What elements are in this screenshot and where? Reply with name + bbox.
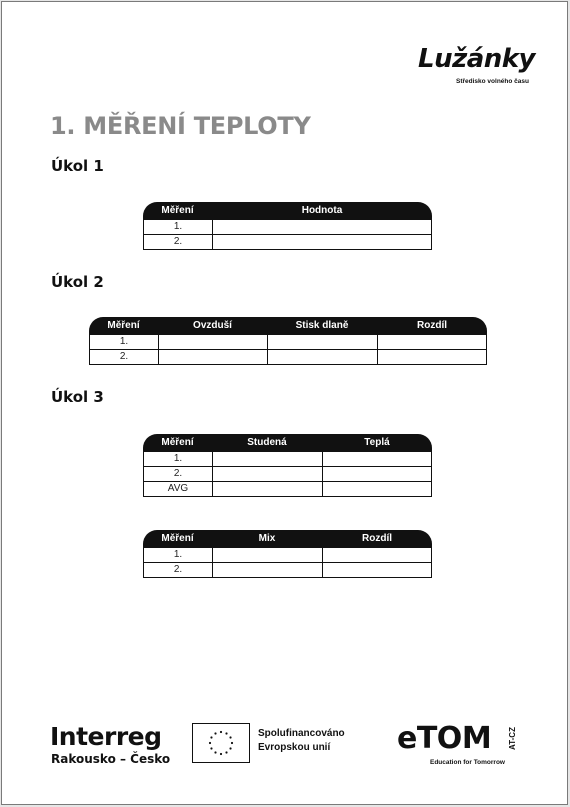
- page-title: 1. MĚŘENÍ TEPLOTY: [50, 112, 311, 140]
- table-cell[interactable]: [213, 220, 432, 235]
- table-cell[interactable]: [378, 335, 487, 350]
- table-row: [143, 452, 432, 467]
- table-cell: 1.: [144, 220, 213, 235]
- eu-star: [214, 751, 216, 753]
- column-header: Ovzduší: [193, 320, 232, 331]
- table-cell: 1.: [144, 548, 213, 563]
- table-row: [143, 467, 432, 482]
- column-header: Studená: [247, 437, 287, 448]
- etom-title: eTOM: [397, 721, 492, 756]
- table-cell: 2.: [144, 563, 213, 578]
- table-cell[interactable]: [323, 452, 432, 467]
- eu-star: [210, 736, 212, 738]
- eu-star: [225, 751, 227, 753]
- interreg-subtitle: Rakousko – Česko: [51, 752, 171, 766]
- table-cell[interactable]: [323, 482, 432, 497]
- eu-star: [231, 742, 233, 744]
- table-cell: 2.: [144, 235, 213, 250]
- table-cell[interactable]: [378, 350, 487, 365]
- table-cell[interactable]: [213, 563, 323, 578]
- etom-code: [501, 723, 523, 753]
- interreg-title: Interreg: [50, 722, 162, 751]
- worksheet-page: [1, 1, 568, 805]
- column-header: Měření: [161, 205, 194, 216]
- table-cell[interactable]: [213, 482, 323, 497]
- table-row: [89, 335, 487, 350]
- luzanky-logo-subtitle: Středisko volného času: [456, 78, 529, 85]
- luzanky-logo: [412, 44, 536, 89]
- column-header: Měření: [107, 320, 140, 331]
- table-header: [89, 317, 487, 335]
- task-2-label: Úkol 2: [51, 273, 104, 291]
- column-header: Teplá: [364, 437, 390, 448]
- eu-flag-icon: [192, 723, 250, 763]
- eu-star: [229, 747, 231, 749]
- eu-star: [209, 742, 211, 744]
- eu-star: [214, 732, 216, 734]
- task-3-label: Úkol 3: [51, 388, 104, 406]
- column-header: Měření: [161, 437, 194, 448]
- eu-line-2: Evropskou unií: [258, 742, 331, 753]
- etom-tagline: Education for Tomorrow: [430, 759, 505, 766]
- table-cell: 1.: [144, 452, 213, 467]
- table-cell: 2.: [90, 350, 159, 365]
- table-cell[interactable]: [213, 467, 323, 482]
- table-row: [143, 563, 432, 578]
- table-row: [143, 220, 432, 235]
- table-row: [89, 350, 487, 365]
- task-1-label: Úkol 1: [51, 157, 104, 175]
- table-header: [143, 530, 432, 548]
- table-cell[interactable]: [159, 350, 268, 365]
- table-cell[interactable]: [323, 563, 432, 578]
- table-cell[interactable]: [213, 548, 323, 563]
- eu-line-1: Spolufinancováno: [258, 728, 345, 739]
- luzanky-logo-text: Lužánky: [418, 44, 536, 74]
- column-header: Mix: [258, 533, 276, 544]
- eu-star: [210, 747, 212, 749]
- table-row: [143, 548, 432, 563]
- table-cell[interactable]: [268, 350, 378, 365]
- table-row: [143, 235, 432, 250]
- footer: [2, 717, 568, 777]
- table-cell[interactable]: [213, 235, 432, 250]
- column-header: Rozdíl: [362, 533, 392, 544]
- interreg-logo: [50, 722, 170, 766]
- table-cell[interactable]: [268, 335, 378, 350]
- table-cell: AVG: [144, 482, 213, 497]
- table-row: [143, 482, 432, 497]
- table-cell: 1.: [90, 335, 159, 350]
- task-1-table: [143, 202, 432, 250]
- eu-cofinancing-text: [258, 727, 345, 755]
- table-cell[interactable]: [213, 452, 323, 467]
- table-header: [143, 202, 432, 220]
- etom-code-text: AT-CZ: [507, 726, 517, 750]
- table-cell[interactable]: [159, 335, 268, 350]
- table-cell: 2.: [144, 467, 213, 482]
- eu-star: [225, 732, 227, 734]
- column-header: Měření: [161, 533, 194, 544]
- eu-star: [220, 731, 222, 733]
- table-header: [143, 434, 432, 452]
- column-header: Rozdíl: [417, 320, 447, 331]
- eu-star: [220, 753, 222, 755]
- column-header: Hodnota: [301, 205, 343, 216]
- column-header: Stisk dlaně: [295, 320, 349, 331]
- task-3-table-1: [143, 434, 432, 497]
- task-2-table: [89, 317, 487, 365]
- eu-star: [229, 736, 231, 738]
- table-cell[interactable]: [323, 467, 432, 482]
- task-3-table-2: [143, 530, 432, 578]
- table-cell[interactable]: [323, 548, 432, 563]
- etom-logo: [397, 721, 527, 771]
